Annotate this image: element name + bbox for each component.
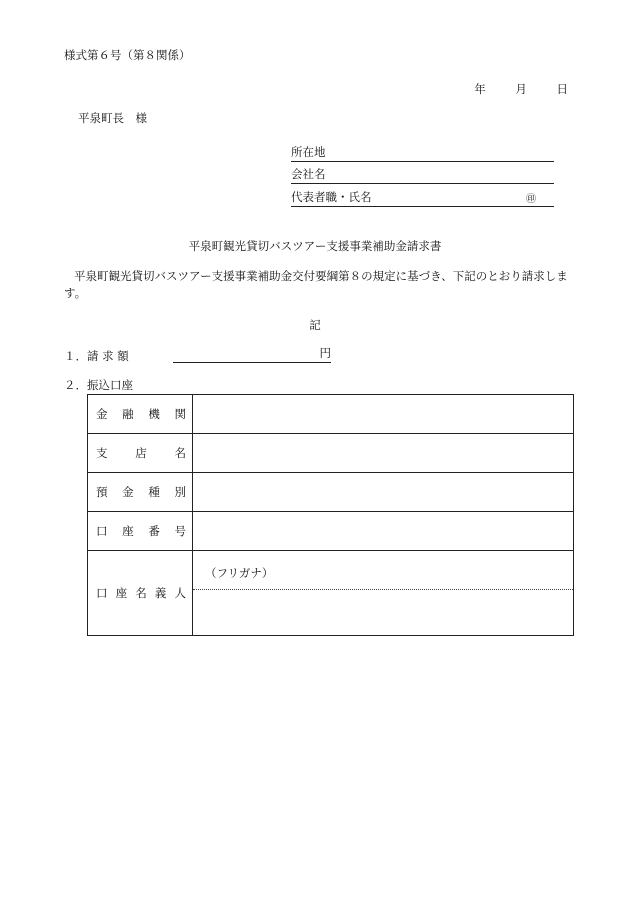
representative-field — [291, 191, 554, 207]
furigana-label: （フリガナ） — [205, 566, 274, 580]
date-line — [448, 81, 568, 97]
body-text: 平泉町観光貸切バスツアー支援事業補助金交付要綱第８の規定に基づき、下記のとおり請求します。 — [64, 269, 568, 300]
account-number-label: 口座番号 — [88, 512, 193, 551]
dotted-divider — [193, 589, 573, 590]
account-holder-label: 口座名義人 — [88, 551, 193, 636]
request-amount-field — [173, 348, 331, 363]
company-field — [291, 168, 554, 184]
branch-name-value — [193, 434, 574, 473]
seal-mark: ㊞ — [526, 194, 536, 205]
account-number-value — [193, 512, 574, 551]
table-row — [88, 473, 574, 512]
representative-label: 代表者職・氏名 — [291, 190, 372, 204]
yen-unit: 円 — [319, 346, 331, 360]
address-field — [291, 146, 554, 162]
account-type-label: 預金種別 — [88, 473, 193, 512]
date-day: 日 — [556, 82, 568, 96]
request-amount-label: １．請 求 額 — [64, 349, 129, 363]
branch-name-label: 支店名 — [88, 434, 193, 473]
ki-heading: 記 — [309, 318, 321, 332]
bank-name-value — [193, 395, 574, 434]
account-type-value — [193, 473, 574, 512]
table-row — [88, 434, 574, 473]
account-holder-value — [193, 551, 574, 636]
table-row — [88, 512, 574, 551]
company-label: 会社名 — [291, 167, 326, 181]
transfer-account-label: ２．振込口座 — [64, 378, 133, 392]
bank-name-label: 金融機関 — [88, 395, 193, 434]
document-title: 平泉町観光貸切バスツアー支援事業補助金請求書 — [188, 239, 442, 253]
date-month: 月 — [515, 82, 527, 96]
table-row — [88, 551, 574, 636]
addressee: 平泉町長 様 — [78, 111, 147, 125]
bank-account-table — [87, 394, 574, 636]
date-year: 年 — [474, 82, 486, 96]
address-label: 所在地 — [291, 145, 326, 159]
form-number: 様式第６号（第８関係） — [64, 48, 191, 62]
table-row — [88, 395, 574, 434]
